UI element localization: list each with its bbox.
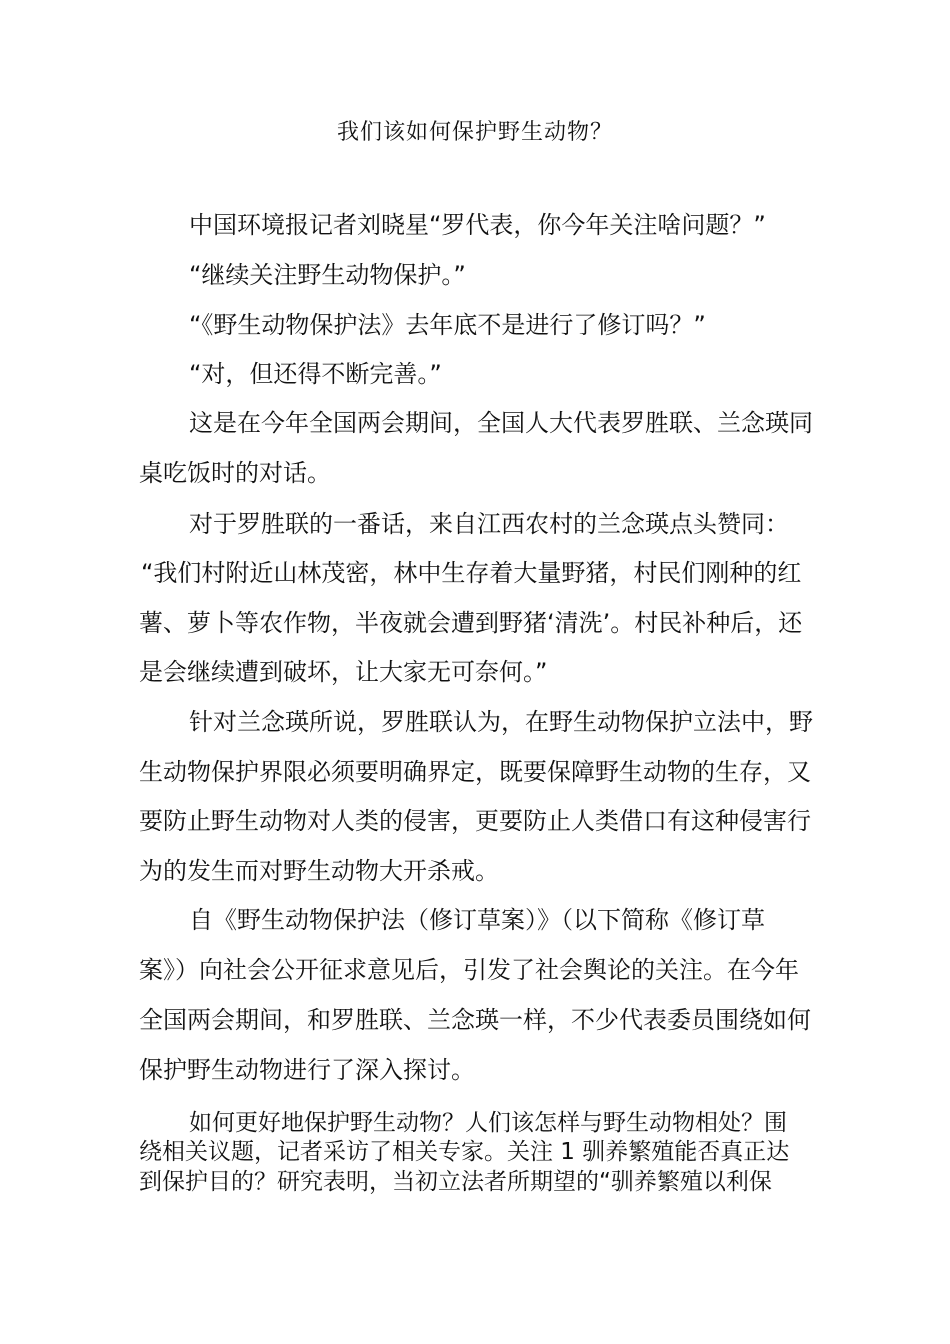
text-line: “继续关注野生动物保护。” xyxy=(189,261,466,289)
text-line: 自《野生动物保护法（修订草案）》（以下简称《修订草 xyxy=(189,906,765,934)
text-line: 薯、萝卜等农作物，半夜就会遭到野猪‘清洗’。村民补种后，还 xyxy=(139,609,803,637)
text-line: 全国两会期间，和罗胜联、兰念瑛一样，不少代表委员围绕如何 xyxy=(139,1006,811,1034)
text-line: 这是在今年全国两会期间，全国人大代表罗胜联、兰念瑛同 xyxy=(189,409,813,437)
text-line: 针对兰念瑛所说，罗胜联认为，在野生动物保护立法中，野 xyxy=(189,708,813,736)
text-line: 绕相关议题，记者采访了相关专家。关注 1 驯养繁殖能否真正达 xyxy=(139,1139,790,1165)
text-line: 如何更好地保护野生动物？人们该怎样与野生动物相处？围 xyxy=(189,1110,787,1136)
text-line: 中国环境报记者刘晓星“罗代表，你今年关注啥问题？” xyxy=(189,211,766,239)
text-line: 对于罗胜联的一番话，来自江西农村的兰念瑛点头赞同： xyxy=(189,510,789,538)
text-line: “我们村附近山林茂密，林中生存着大量野猪，村民们刚种的红 xyxy=(141,559,802,587)
text-line: 案》）向社会公开征求意见后，引发了社会舆论的关注。在今年 xyxy=(139,956,799,984)
text-line: 是会继续遭到破坏，让大家无可奈何。” xyxy=(139,658,548,686)
text-line: “《野生动物保护法》去年底不是进行了修订吗？” xyxy=(189,311,706,339)
text-line: “对，但还得不断完善。” xyxy=(189,360,442,388)
text-line: 桌吃饭时的对话。 xyxy=(139,459,331,487)
text-line: 为的发生而对野生动物大开杀戒。 xyxy=(139,857,499,885)
text-line: 保护野生动物进行了深入探讨。 xyxy=(139,1056,475,1084)
page-title: 我们该如何保护野生动物？ xyxy=(336,120,613,145)
text-line: 生动物保护界限必须要明确界定，既要保障野生动物的生存，又 xyxy=(139,758,811,786)
text-line: 要防止野生动物对人类的侵害，更要防止人类借口有这种侵害行 xyxy=(139,807,811,835)
text-line: 到保护目的？研究表明，当初立法者所期望的“驯养繁殖以利保 xyxy=(139,1169,772,1195)
